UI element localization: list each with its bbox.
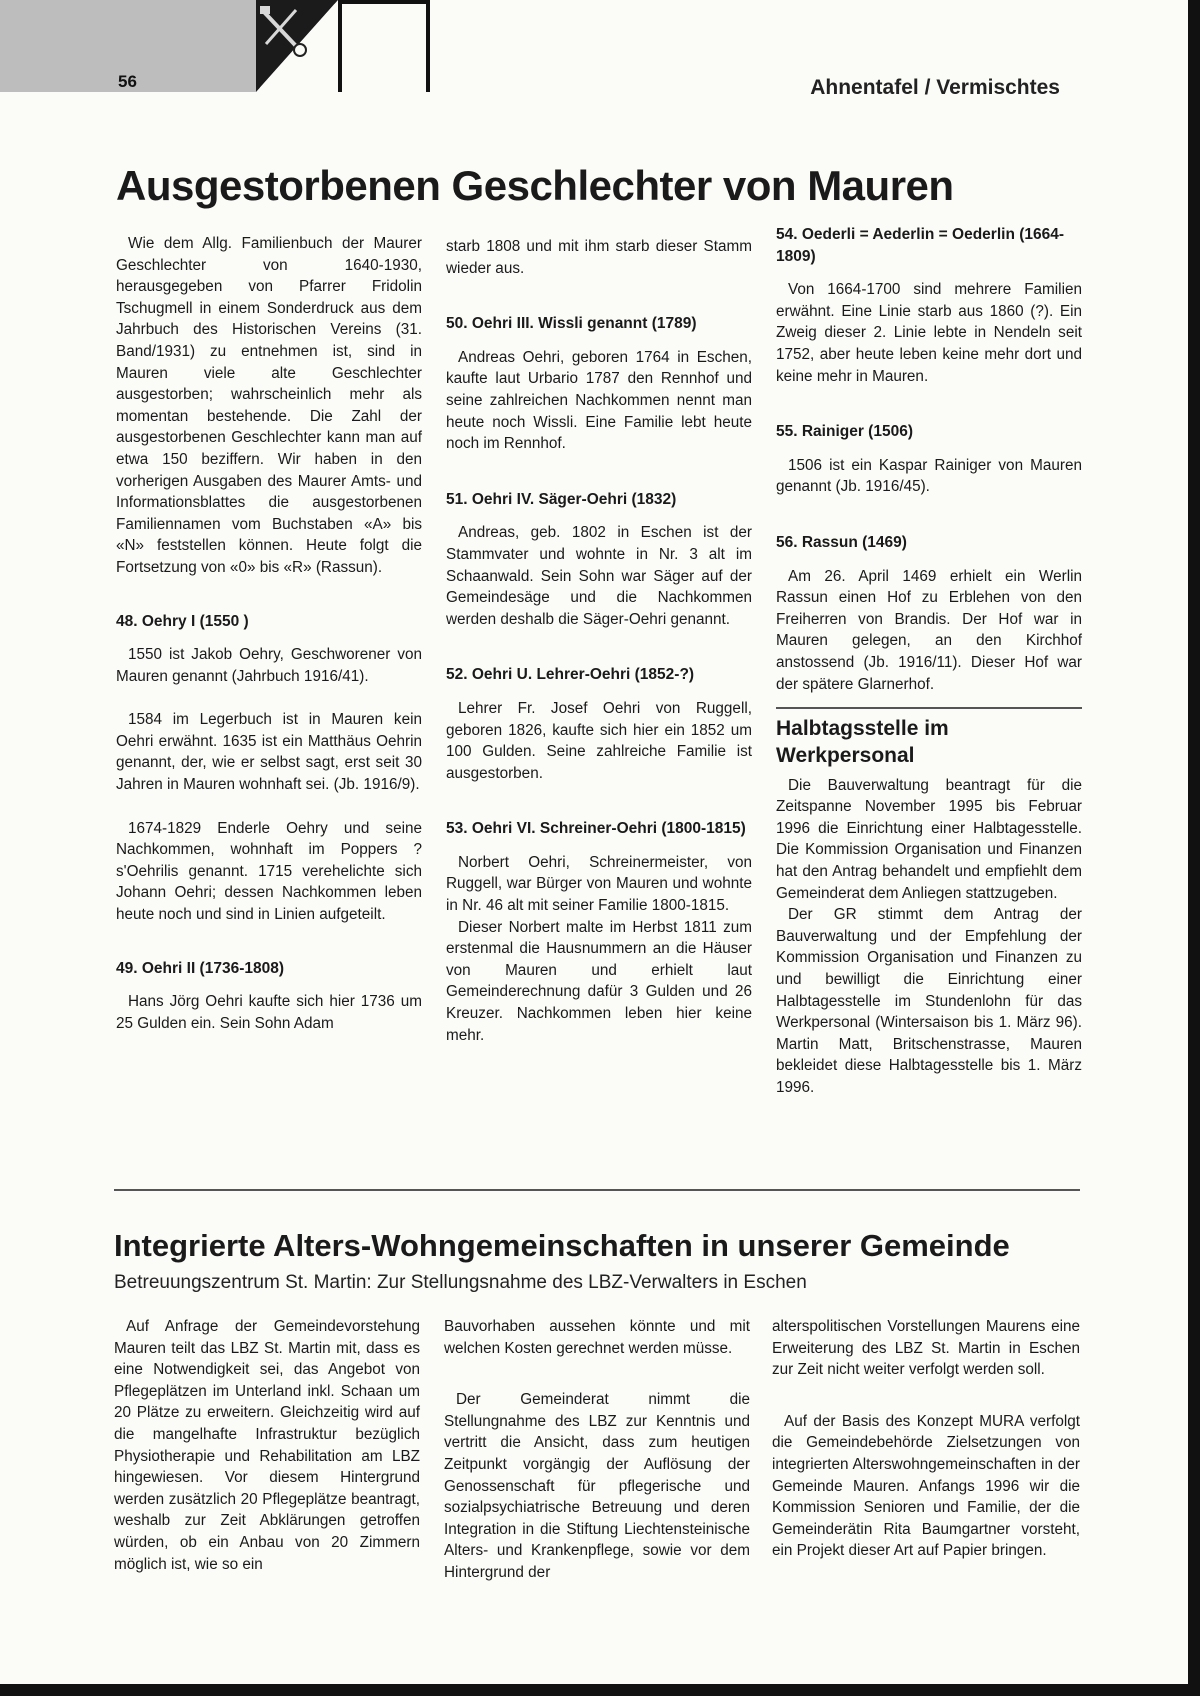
article-column-2 [446, 236, 752, 1046]
paragraph: Der GR stimmt dem Antrag der Bauverwaltung und der Empfehlung der Kommission Organisation und Finanzen zu und bewilligt die Einrichtung einer Halbtagesstelle im Stundenlohn für das Werkpersonal (Wintersaison bis 1. März 96). Martin Matt, Britschenstrasse, Mauren bekleidet diese Halbtagesstelle bis 1. März 1996. [776, 906, 1082, 1096]
section-title: Ahnentafel / Vermischtes [810, 76, 1060, 99]
entry-heading: 55. Rainiger (1506) [776, 423, 913, 441]
article-column-3 [776, 224, 1082, 1099]
paragraph: Auf der Basis des Konzept MURA verfolgt die Gemeindebehörde Zielsetzungen von integrierten Alterswohngemeinschaften in der Gemeinde Mauren. Anfangs 1996 wir die Kommission Senioren und Familie, der die Gemeinderätin Rita Baumgartner vorsteht, ein Projekt dieser Art auf Papier bringen. [772, 1412, 1080, 1560]
entry-heading: 51. Oehri IV. Säger-Oehri (1832) [446, 490, 677, 508]
paragraph: Andreas Oehri, geboren 1764 in Eschen, kaufte laut Urbario 1787 den Rennhof und seine zahlreichen Nachkommen nennt man heute noch Wissli. Eine Familie lebt heute noch im Rennhof. [446, 348, 752, 453]
article-column-3 [772, 1316, 1080, 1562]
entry-heading: 48. Oehry I (1550 ) [116, 612, 249, 630]
section-divider [114, 1189, 1080, 1191]
entry-heading: 53. Oehri VI. Schreiner-Oehri (1800-1815) [446, 820, 746, 838]
entry-heading: 56. Rassun (1469) [776, 533, 907, 551]
entry-heading: 50. Oehri III. Wissli genannt (1789) [446, 315, 697, 333]
paragraph: Lehrer Fr. Josef Oehri von Ruggell, geboren 1826, kaufte sich hier ein 1852 um 100 Gulden. Seine zahlreiche Familie ist ausgestorben. [446, 699, 752, 782]
entry-heading: 54. Oederli = Aederlin = Oederlin (1664-1809) [776, 226, 1065, 265]
sidebar-title: Halbtagsstelle im Werkpersonal [776, 716, 949, 767]
paragraph: Dieser Norbert malte im Herbst 1811 zum erstenmal die Hausnummern an die Häuser von Mauren und erhielt laut Gemeinderechnung dafür 3 Gulden und 26 Kreuzer. Nachkommen leben hier keine mehr. [446, 918, 752, 1044]
header-emblem [256, 0, 342, 92]
header-box [168, 0, 260, 92]
paragraph: 1674-1829 Enderle Oehry und seine Nachkommen, wohnhaft im Poppers ? s'Oehrilis genannt. 1715 verehelichte sich Johann Oehri; dessen Nachkommen leben heute noch und sind in Linien aufgeteilt. [116, 819, 422, 924]
paragraph: Bauvorhaben aussehen könnte und mit welchen Kosten gerechnet werden müsse. [444, 1318, 750, 1357]
crossed-tools-icon [256, 0, 338, 92]
paragraph: Der Gemeinderat nimmt die Stellungnahme des LBZ zur Kenntnis und vertritt die Ansicht, dass zum heutigen Zeitpunkt vorgängig der Auflösung der Genossenschaft für pflegerische und sozialpsychiatrische Betreuung und deren Integration in die Stiftung Liechtensteinische Alters- und Krankenpflege, sowie vor dem Hintergrund der [444, 1391, 750, 1581]
article-column-2 [444, 1316, 750, 1584]
header-box [0, 0, 88, 92]
paragraph: Andreas, geb. 1802 in Eschen ist der Stammvater und wohnte in Nr. 3 alt im Schaanwald. Sein Sohn war Säger auf der Gemeindesäge und die Nachkommen werden deshalb die Säger-Oehri genannt. [446, 524, 752, 628]
paragraph: alterspolitischen Vorstellungen Maurens eine Erweiterung des LBZ St. Martin in Eschen zur Zeit nicht weiter verfolgt werden soll. [772, 1318, 1080, 1379]
paragraph: 1506 ist ein Kaspar Rainiger von Mauren genannt (Jb. 1916/45). [776, 456, 1082, 496]
paragraph: 1550 ist Jakob Oehry, Geschworener von Mauren genannt (Jahrbuch 1916/41). [116, 646, 422, 685]
page-number: 56 [118, 72, 137, 91]
sidebar-divider [776, 707, 1082, 709]
article-title: Ausgestorbenen Geschlechter von Mauren [116, 162, 954, 209]
entry-heading: 52. Oehri U. Lehrer-Oehri (1852-?) [446, 666, 695, 684]
paragraph: 1584 im Legerbuch ist in Mauren kein Oehri erwähnt. 1635 ist ein Matthäus Oehrin genannt, der, wie er selbst sagt, erst seit 30 Jahren in Mauren wohnhaft sei. (Jb. 1916/9). [116, 711, 422, 794]
entry-heading: 49. Oehri II (1736-1808) [116, 959, 285, 977]
paragraph: starb 1808 und mit ihm starb dieser Stamm wieder aus. [446, 238, 752, 277]
paragraph: Norbert Oehri, Schreinermeister, von Ruggell, war Bürger von Mauren und wohnte in Nr. 46 alt mit seiner Familie 1800-1815. [446, 853, 752, 915]
paragraph: Die Bauverwaltung beantragt für die Zeitspanne November 1995 bis Februar 1996 die Einrichtung einer Halbtagesstelle. Die Kommission Organisation und Finanzen hat den Antrag behandelt und empfiehlt dem Gemeinderat dem Anliegen stattzugeben. [776, 776, 1082, 902]
paragraph: Hans Jörg Oehri kaufte sich hier 1736 um 25 Gulden ein. Sein Sohn Adam [116, 993, 422, 1032]
paragraph: Auf Anfrage der Gemeindevorstehung Mauren teilt das LBZ St. Martin mit, dass es eine Notwendigkeit sei, das Angebot von Pflegeplätzen im Unterland inkl. Schaan um 20 Plätze zu erweitern. Gleichzeitig wird auf die mangelhafte Infrastruktur bezüglich Physiotherapie und Rehabilitation am LBZ hingewiesen. Vor diesem Hintergrund werden zusätzlich 20 Pflegeplätze beantragt, weshalb zur Zeit Abklärungen getroffen würden, ob ein Anbau von 20 Zimmern möglich ist, wie so ein [114, 1318, 420, 1573]
paragraph: Von 1664-1700 sind mehrere Familien erwähnt. Eine Linie starb aus 1860 (?). Ein Zweig dieser 2. Linie lebte in Nendeln seit 1752, aber heute leben keine mehr dort und keine mehr in Mauren. [776, 281, 1082, 385]
paragraph: Wie dem Allg. Familienbuch der Maurer Geschlechter von 1640-1930, herausgegeben von Pfarrer Fridolin Tschugmell in einem Sonderdruck aus dem Jahrbuch des Historischen Vereins (31. Band/1931) zu entnehmen ist, sind in Mauren viele alte Geschlechter ausgestorben; wahrscheinlich mehr als momentan bestehende. Die Zahl der ausgestorbenen Geschlechter kann man auf etwa 150 beziffern. Wir haben in den vorherigen Ausgaben des Maurer Amts- und Informationsblattes die ausgestorbenen Familiennamen vom Buchstaben «A» bis «N» feststellen können. Heute folgt die Fortsetzung von «0» bis «R» (Rassun). [116, 235, 422, 576]
article-column-1 [116, 233, 422, 1034]
header-box [338, 0, 430, 92]
article-title: Integrierte Alters-Wohngemeinschaften in unserer Gemeinde [114, 1228, 1010, 1263]
article-column-1 [114, 1316, 420, 1575]
article-subtitle: Betreuungszentrum St. Martin: Zur Stellungsnahme des LBZ-Verwalters in Eschen [114, 1272, 807, 1293]
paragraph: Am 26. April 1469 erhielt ein Werlin Rassun einen Hof zu Erblehen von den Freiherren von Brandis. Der Hof war in Mauren gelegen, an den Kirchhof anstossend (Jb. 1916/11). Dieser Hof war der spätere Glarnerhof. [776, 567, 1082, 693]
